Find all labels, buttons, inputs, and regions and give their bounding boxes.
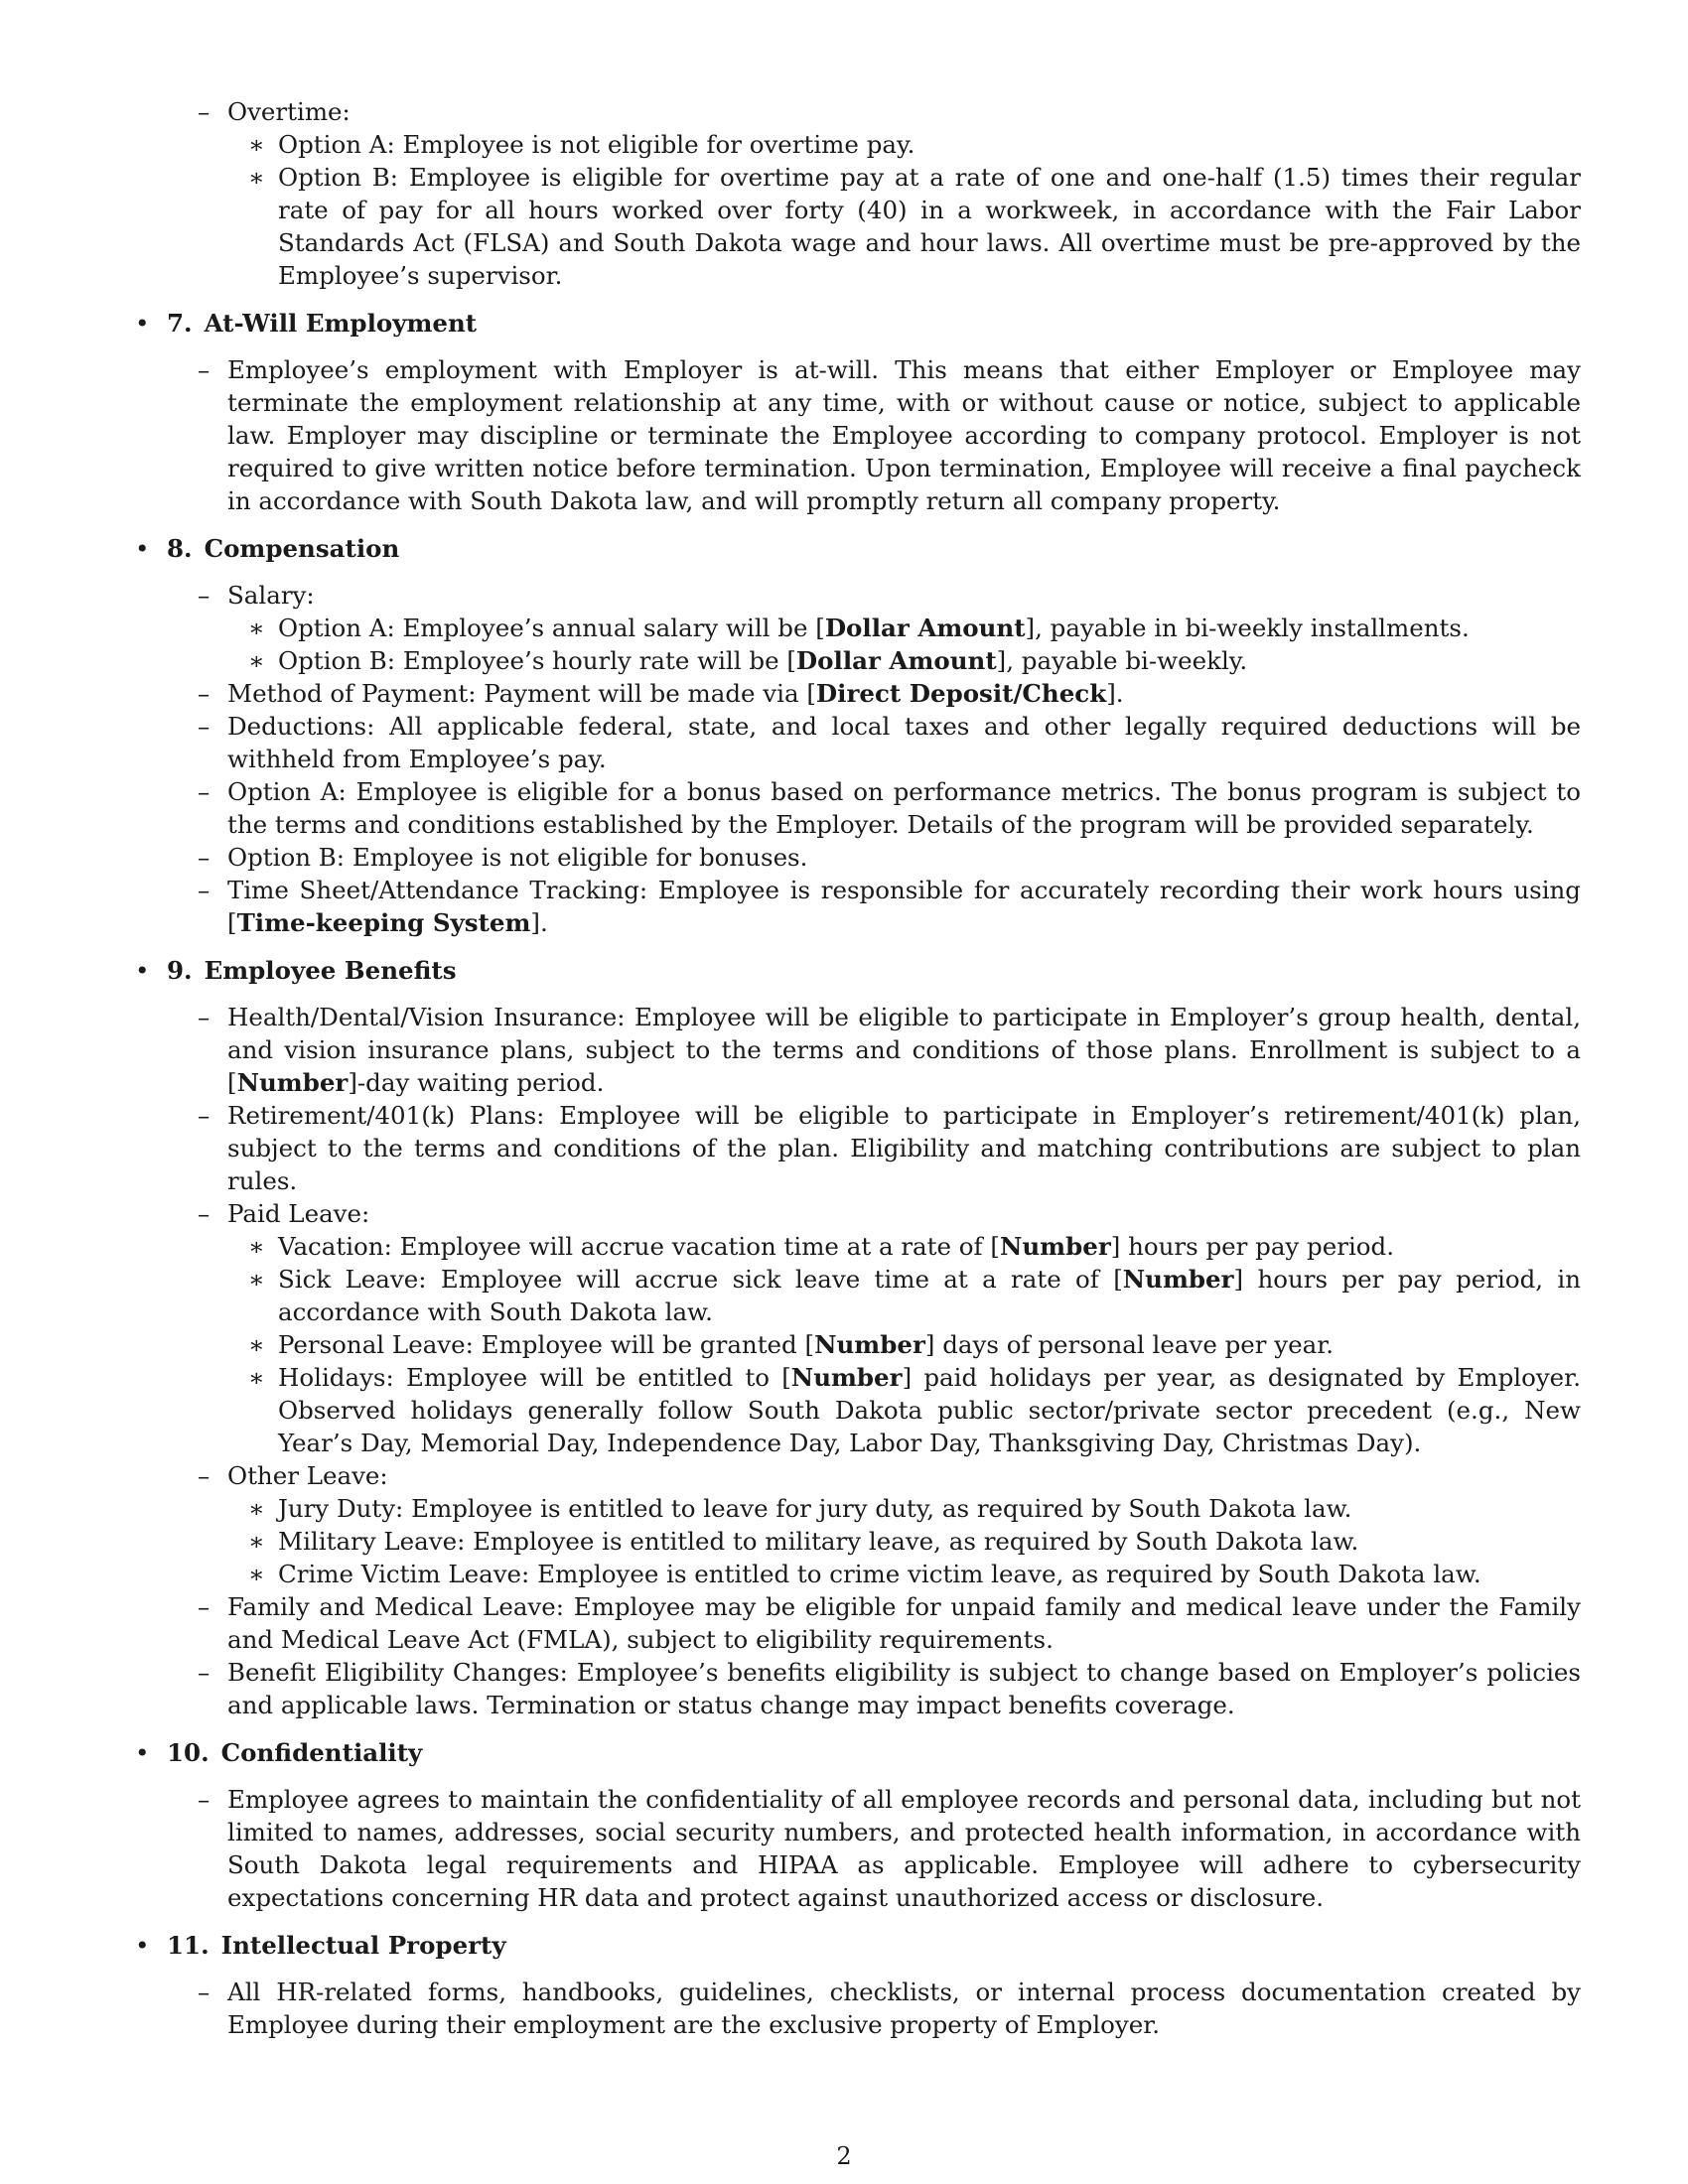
list-item [135,1783,1581,1914]
dash-marker: – [198,843,211,872]
item-text: Military Leave: Employee is entitled to military leave, as required by South Dakota law. [278,1527,1359,1556]
item-text: ] hours per pay period, in accordance with South Dakota law. [278,1265,1581,1326]
list-item [135,95,1581,128]
item-text: Option A: Employee is not eligible for overtime pay. [278,130,915,159]
item-text: Employee’s employment with Employer is at-will. This means that either Employer or Employee may terminate the employment relationship at any time, with or without cause or notice, subject to applicable law. Employer may discipline or terminate the Employee according to company protocol. Employer is not required to give written notice before termination. Upon termination, Employee will receive a final paycheck in accordance with South Dakota law, and will promptly return all company property. [227,355,1581,515]
dash-marker: – [198,581,211,610]
section-heading [135,532,1581,565]
list-item [135,775,1581,841]
item-text: Option A: Employee’s annual salary will be [ [278,614,825,642]
sub-list-item [135,161,1581,292]
bullet-marker: • [135,1931,150,1960]
section-number: 7. [167,309,193,338]
section-title: Employee Benefits [204,956,457,985]
item-text: Vacation: Employee will accrue vacation time at a rate of [ [278,1232,1000,1261]
item-text: Option B: Employee’s hourly rate will be [ [278,646,796,675]
bullet-marker: • [135,309,150,338]
item-text: ] hours per pay period. [1110,1232,1395,1261]
placeholder-field: Dollar Amount [824,614,1026,642]
item-text: Time Sheet/Attendance Tracking: Employee is responsible for accurately recording their work hours using [ [227,876,1581,937]
list-item [135,677,1581,710]
document-body [135,95,1581,2041]
page-number: 2 [836,2142,852,2170]
item-text: Personal Leave: Employee will be granted [ [278,1330,815,1359]
section-title: Confidentiality [220,1738,423,1767]
section-heading [135,1736,1581,1769]
dash-marker: – [198,355,211,384]
item-text: ]. [530,908,548,937]
list-item [135,353,1581,517]
dash-marker: – [198,1978,211,2006]
item-text: Method of Payment: Payment will be made via [ [227,679,816,708]
sub-list-item [135,1361,1581,1459]
section-number: 11. [167,1931,210,1960]
dash-marker: – [198,1199,211,1228]
dash-marker: – [198,777,211,806]
item-text: ]. [1106,679,1124,708]
section-title: At-Will Employment [204,309,478,338]
item-text: Health/Dental/Vision Insurance: Employee will be eligible to participate in Employer’s group health, dental, and vision insurance plans, subject to the terms and conditions of those plans. Enrollment is subject to a [ [227,1003,1581,1097]
section-number: 9. [167,956,193,985]
list-item [135,1590,1581,1656]
dash-marker: – [198,1785,211,1814]
star-marker: ∗ [248,1494,265,1523]
bullet-marker: • [135,956,150,985]
item-text: Holidays: Employee will be entitled to [ [278,1363,791,1392]
sub-list-item [135,1525,1581,1558]
dash-marker: – [198,1101,211,1130]
placeholder-field: Number [814,1330,925,1359]
list-item [135,1197,1581,1230]
list-item [135,1459,1581,1492]
item-text: Paid Leave: [227,1199,370,1228]
bullet-marker: • [135,534,150,563]
sub-list-item [135,1558,1581,1590]
sub-list-item [135,1230,1581,1263]
item-text: ]-day waiting period. [348,1068,605,1097]
dash-marker: – [198,1461,211,1490]
section-heading [135,1929,1581,1962]
star-marker: ∗ [248,1232,265,1261]
section-title: Compensation [204,534,400,563]
item-text: ] days of personal leave per year. [924,1330,1335,1359]
dash-marker: – [198,1592,211,1621]
star-marker: ∗ [248,1330,265,1359]
dash-marker: – [198,876,211,904]
placeholder-field: Number [1122,1265,1234,1294]
section-heading [135,307,1581,340]
item-text: Retirement/401(k) Plans: Employee will be eligible to participate in Employer’s retirement/401(k) plan, subject to the terms and conditions of the plan. Eligibility and matching contributions are subject to plan rules. [227,1101,1581,1195]
section-heading [135,954,1581,987]
list-item [135,1656,1581,1721]
list-item [135,579,1581,612]
list-item [135,1099,1581,1197]
list-item [135,874,1581,939]
item-text: Sick Leave: Employee will accrue sick leave time at a rate of [ [278,1265,1123,1294]
item-text: Family and Medical Leave: Employee may be eligible for unpaid family and medical leave under the Family and Medical Leave Act (FMLA), subject to eligibility requirements. [227,1592,1581,1654]
star-marker: ∗ [248,1265,265,1294]
placeholder-field: Direct Deposit/Check [815,679,1107,708]
placeholder-field: Number [790,1363,903,1392]
item-text: All HR-related forms, handbooks, guidelines, checklists, or internal process documentation created by Employee during their employment are the exclusive property of Employer. [227,1978,1581,2039]
section-title: Intellectual Property [220,1931,506,1960]
sub-list-item [135,1492,1581,1525]
star-marker: ∗ [248,614,265,642]
item-text: Overtime: [227,97,351,126]
sub-list-item [135,128,1581,161]
placeholder-field: Number [236,1068,349,1097]
dash-marker: – [198,1003,211,1031]
dash-marker: – [198,679,211,708]
item-text: ] paid holidays per year, as designated by Employer. Observed holidays generally follow South Dakota public sector/private sector precedent (e.g., New Year’s Day, Memorial Day, Independence Day, Labor Day, Thanksgiving Day, Christmas Day). [278,1363,1581,1457]
dash-marker: – [198,1658,211,1687]
item-text: ], payable bi-weekly. [996,646,1248,675]
star-marker: ∗ [248,1363,265,1392]
item-text: Crime Victim Leave: Employee is entitled to crime victim leave, as required by South Dakota law. [278,1560,1481,1588]
item-text: Salary: [227,581,315,610]
bullet-marker: • [135,1738,150,1767]
list-item [135,710,1581,775]
star-marker: ∗ [248,130,265,159]
section-number: 10. [167,1738,210,1767]
list-item [135,841,1581,874]
placeholder-field: Dollar Amount [795,646,997,675]
section-number: 8. [167,534,193,563]
sub-list-item [135,1263,1581,1328]
placeholder-field: Number [999,1232,1111,1261]
dash-marker: – [198,97,211,126]
star-marker: ∗ [248,1560,265,1588]
star-marker: ∗ [248,163,265,192]
item-text: ], payable in bi-weekly installments. [1025,614,1470,642]
sub-list-item [135,1328,1581,1361]
list-item [135,1976,1581,2041]
item-text: Deductions: All applicable federal, state, and local taxes and other legally required deductions will be withheld from Employee’s pay. [227,712,1581,773]
star-marker: ∗ [248,1527,265,1556]
item-text: Benefit Eligibility Changes: Employee’s benefits eligibility is subject to change based on Employer’s policies and applicable laws. Termination or status change may impact benefits coverage. [227,1658,1581,1719]
sub-list-item [135,612,1581,644]
item-text: Option B: Employee is not eligible for bonuses. [227,843,808,872]
list-item [135,1001,1581,1099]
item-text: Option A: Employee is eligible for a bonus based on performance metrics. The bonus program is subject to the terms and conditions established by the Employer. Details of the program will be provided separately. [227,777,1581,839]
placeholder-field: Time-keeping System [236,908,531,937]
sub-list-item [135,644,1581,677]
item-text: Jury Duty: Employee is entitled to leave for jury duty, as required by South Dakota law. [278,1494,1352,1523]
dash-marker: – [198,712,211,741]
item-text: Other Leave: [227,1461,388,1490]
star-marker: ∗ [248,646,265,675]
item-text: Option B: Employee is eligible for overtime pay at a rate of one and one-half (1.5) times their regular rate of pay for all hours worked over forty (40) in a workweek, in accordance with the Fair Labor Standards Act (FLSA) and South Dakota wage and hour laws. All overtime must be pre-approved by the Employee’s supervisor. [278,163,1581,290]
item-text: Employee agrees to maintain the confidentiality of all employee records and personal data, including but not limited to names, addresses, social security numbers, and protected health information, in accordance with South Dakota legal requirements and HIPAA as applicable. Employee will adhere to cybersecurity expectations concerning HR data and protect against unauthorized access or disclosure. [227,1785,1581,1912]
